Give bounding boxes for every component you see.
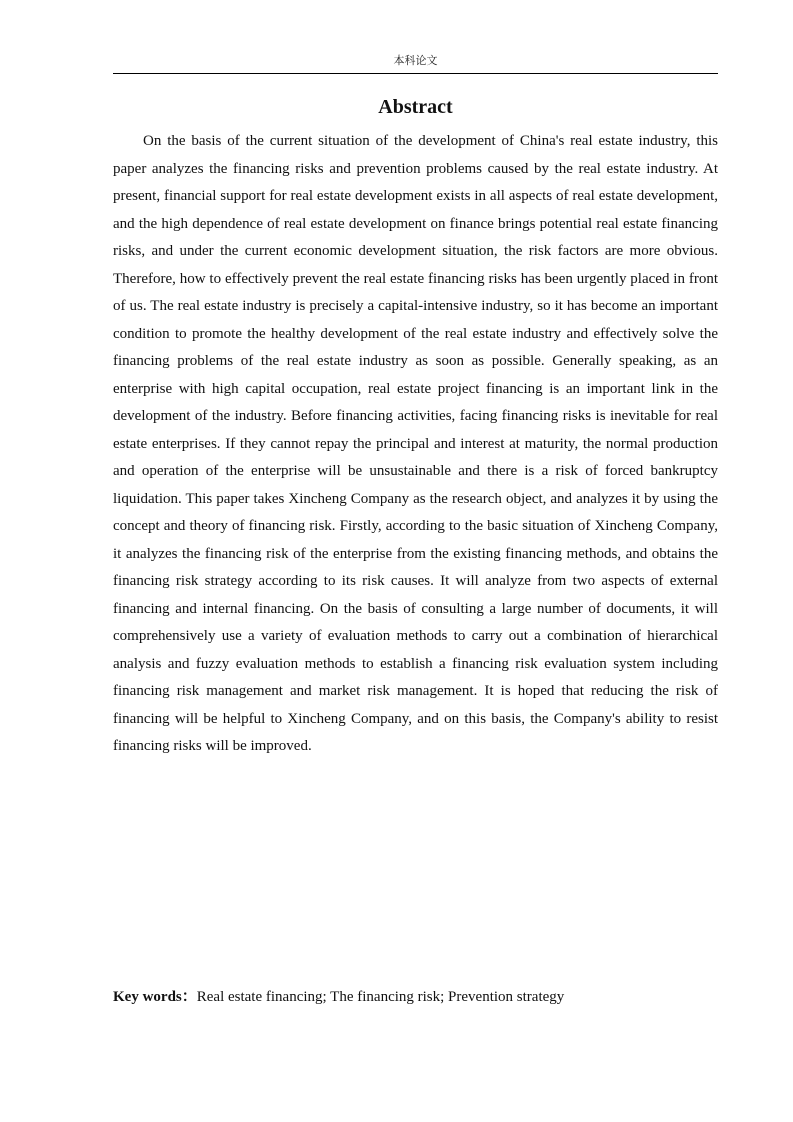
page-header: 本科论文	[393, 54, 438, 67]
abstract-title: Abstract	[378, 96, 453, 118]
keywords-text: Real estate financing; The financing risk; Prevention strategy	[196, 989, 565, 1005]
keywords-label: Key words：	[113, 989, 197, 1005]
abstract-body: On the basis of the current situation of the development of China's real estate industry, this paper analyzes the financing risks and prevention problems caused by the real estate industry. At present, financial support for real estate development exists in all aspects of real estate development, and the high dependence of real estate development on finance brings potential real estate financing risks, and under the current economic development situation, the risk factors are more obvious. Therefore, how to effectively prevent the real estate financing risks has been urgently placed in front of us. The real estate industry is precisely a capital-intensive industry, so it has become an important condition to promote the healthy development of the real estate industry and effectively solve the financing problems of the real estate industry as soon as possible. Generally speaking, as an enterprise with high capital occupation, real estate project financing is an important link in the development of the industry. Before financing activities, facing financing risks is inevitable for real estate enterprises. If they cannot repay the principal and interest at maturity, the normal production and operation of the enterprise will be unsustainable and there is a risk of forced bankruptcy liquidation. This paper takes Xincheng Company as the research object, and analyzes it by using the concept and theory of financing risk. Firstly, according to the basic situation of Xincheng Company, it analyzes the financing risk of the enterprise from the existing financing methods, and obtains the financing risk strategy according to its risk causes. It will analyze from two aspects of external financing and internal financing. On the basis of consulting a large number of documents, it will comprehensively use a variety of evaluation methods to carry out a combination of hierarchical analysis and fuzzy evaluation methods to establish a financing risk evaluation system including financing risk management and market risk management. It is hoped that reducing the risk of financing will be helpful to Xincheng Company, and on this basis, the Company's ability to resist financing risks will be improved.	[113, 133, 718, 754]
header-divider	[113, 73, 718, 74]
keywords-line	[113, 986, 718, 1008]
